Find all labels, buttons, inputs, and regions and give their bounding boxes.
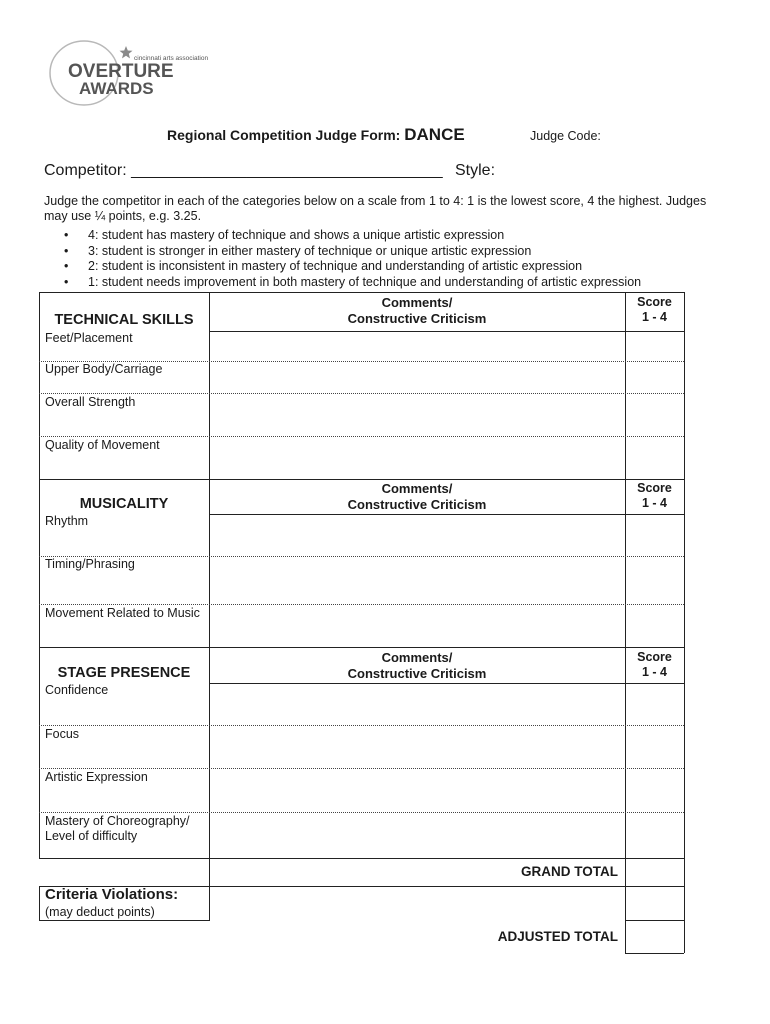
criterion-label: Movement Related to Music: [45, 606, 200, 620]
row-divider: [39, 812, 684, 813]
row-divider: [39, 604, 684, 605]
criterion-label: Focus: [45, 727, 80, 741]
row-divider: [209, 683, 684, 684]
scale-item: • 4: student has mastery of technique and shows a unique artistic expression: [60, 228, 641, 244]
scoring-scale-list: [60, 228, 641, 290]
criterion-label: Confidence: [45, 683, 109, 697]
section-title-musicality: MUSICALITY: [79, 496, 169, 512]
logo-org-text: cincinnati arts association: [134, 55, 209, 62]
score-header: [625, 295, 684, 325]
criterion-label: Rhythm: [45, 514, 89, 528]
score-header-line2: 1 - 4: [641, 310, 667, 324]
score-header: [625, 650, 684, 680]
score-header-line2: 1 - 4: [641, 496, 667, 510]
criterion-label: Feet/Placement: [45, 331, 133, 345]
violations-left-border: [39, 886, 40, 920]
section-divider: [39, 647, 684, 648]
criteria-violations-title: Criteria Violations:: [45, 886, 179, 903]
criterion-label: Timing/Phrasing: [45, 557, 135, 571]
adjusted-total-bottom-border: [625, 953, 684, 954]
score-header-line1: Score: [637, 481, 672, 495]
score-col-left-border: [625, 292, 626, 953]
instructions-text: Judge the competitor in each of the categories below on a scale from 1 to 4: 1 is the lowest score, 4 the highest. Judges may use ¼ points, e.g. 3.25.: [44, 194, 707, 223]
row-divider: [39, 725, 684, 726]
score-header-line1: Score: [637, 650, 672, 664]
scale-item: • 1: student needs improvement in both mastery of technique and understanding of artistic expression: [60, 275, 641, 291]
overture-awards-logo: [46, 40, 209, 110]
row-divider: [209, 331, 684, 332]
comments-header: [209, 481, 625, 513]
criteria-violations-subtitle: (may deduct points): [45, 905, 155, 919]
form-discipline: DANCE: [404, 125, 465, 144]
criterion-label: Artistic Expression: [45, 770, 148, 784]
scale-item: • 3: student is stronger in either mastery of technique or unique artistic expression: [60, 244, 641, 260]
table-stage-bottom-border: [39, 858, 684, 859]
comments-header: [209, 650, 625, 682]
section-title-stage-presence: STAGE PRESENCE: [57, 665, 191, 681]
comments-header-line2: Constructive Criticism: [347, 666, 487, 681]
table-left-border: [39, 292, 40, 859]
row-divider: [39, 393, 684, 394]
adjusted-total-label: ADJUSTED TOTAL: [497, 929, 618, 944]
logo-line1-text: OVERTURE: [68, 61, 174, 82]
table-top-border: [39, 292, 684, 293]
comments-header-line1: Comments/: [381, 481, 453, 496]
style-field[interactable]: Style:: [455, 162, 496, 179]
violations-score-bottom-border: [625, 920, 684, 921]
criterion-label: Overall Strength: [45, 395, 136, 409]
comments-header-line1: Comments/: [381, 650, 453, 665]
violations-bottom-border: [39, 920, 209, 921]
grand-total-label: GRAND TOTAL: [521, 864, 618, 879]
score-header-line1: Score: [637, 295, 672, 309]
criterion-label: Quality of Movement: [45, 438, 160, 452]
comments-header: [209, 295, 625, 327]
comments-header-line2: Constructive Criticism: [347, 311, 487, 326]
comments-col-left-border: [209, 292, 210, 921]
star-icon: [120, 46, 133, 58]
score-header: [625, 481, 684, 511]
row-divider: [209, 514, 684, 515]
logo-line2-text: AWARDS: [79, 79, 154, 98]
competitor-field[interactable]: Competitor: ___________________________________: [44, 162, 443, 179]
row-divider: [39, 436, 684, 437]
form-title-prefix: Regional Competition Judge Form:: [167, 127, 405, 143]
table-right-border: [684, 292, 685, 953]
comments-header-line2: Constructive Criticism: [347, 497, 487, 512]
criterion-label: Mastery of Choreography/ Level of difficulty: [45, 814, 190, 843]
section-title-technical-skills: TECHNICAL SKILLS: [54, 312, 194, 328]
comments-header-line1: Comments/: [381, 295, 453, 310]
score-header-line2: 1 - 4: [641, 665, 667, 679]
criterion-label: Upper Body/Carriage: [45, 362, 163, 376]
row-divider: [39, 768, 684, 769]
judge-code-label: Judge Code:: [530, 129, 601, 143]
section-divider: [39, 479, 684, 480]
form-title: [167, 125, 465, 145]
scale-item: • 2: student is inconsistent in mastery of technique and understanding of artistic expression: [60, 259, 641, 275]
